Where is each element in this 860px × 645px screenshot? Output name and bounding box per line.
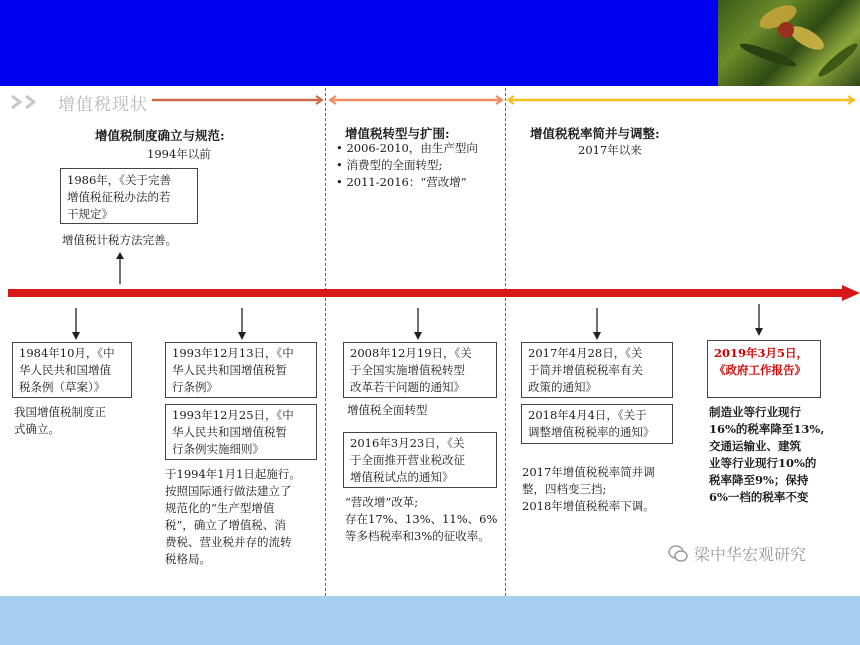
box-line: 政策的通知》 xyxy=(528,380,597,394)
phase2-range-arrow xyxy=(328,95,504,105)
box-2019 xyxy=(707,340,821,398)
phase2-bullet: • 2011-2016：“营改增” xyxy=(336,174,478,191)
box-line: 1986年，《关于完善 xyxy=(67,173,172,187)
note-line: 2017年增值税税率简并调 xyxy=(522,465,655,479)
phase1-range-arrow xyxy=(150,95,324,105)
note-line: 费税、营业税并存的流转 xyxy=(165,535,292,549)
note-2019 xyxy=(709,404,824,506)
note-2016 xyxy=(345,494,497,545)
note-line: 规范化的“生产型增值 xyxy=(165,501,275,515)
note-line: 按照国际通行做法建立了 xyxy=(165,484,292,498)
note-line: 税率降至9%；保持 xyxy=(709,473,809,487)
divider-2 xyxy=(505,88,506,596)
watermark xyxy=(668,542,806,565)
box-line: 1984年10月，《中 xyxy=(19,346,115,360)
down-arrow-icon xyxy=(753,304,765,336)
phase3-title: 增值税税率简并与调整: xyxy=(530,126,660,141)
box-line: 1993年12月25日，《中 xyxy=(172,408,294,422)
box-1986 xyxy=(60,168,198,224)
note-line: 制造业等行业现行 xyxy=(709,405,801,419)
box-1993-12-25 xyxy=(165,404,317,460)
box-line: 华人民共和国增值 xyxy=(19,363,111,377)
box-2017 xyxy=(521,342,673,398)
note-2017-2018 xyxy=(522,464,655,515)
box-line: 2018年4月4日，《关于 xyxy=(528,408,647,422)
note-line: 整，四档变三挡; xyxy=(522,482,607,496)
phase2-title: 增值税转型与扩围: xyxy=(345,126,450,141)
footer-bar xyxy=(0,596,860,645)
box-line: 于全国实施增值税转型 xyxy=(350,363,465,377)
note-2008: 增值税全面转型 xyxy=(347,403,428,417)
box-line: 行条例》 xyxy=(172,380,218,394)
note-line: 我国增值税制度正 xyxy=(14,405,106,419)
box-line: 税条例（草案）》 xyxy=(19,380,106,394)
down-arrow-icon xyxy=(236,308,248,340)
box-1984 xyxy=(12,342,132,398)
phase2-bullets xyxy=(336,140,478,191)
note-line: 税”，确立了增值税、消 xyxy=(165,518,286,532)
box-line: 于全面推开营业税改征 xyxy=(350,453,465,467)
flower-image xyxy=(718,0,860,86)
box-line: 于简并增值税税率有关 xyxy=(528,363,643,377)
box-2008 xyxy=(343,342,497,398)
down-arrow-icon xyxy=(591,308,603,340)
box-line: 2016年3月23日，《关 xyxy=(350,436,465,450)
box-line: 华人民共和国增值税暂 xyxy=(172,363,287,377)
note-line: 等多档税率和3%的征收率。 xyxy=(345,529,490,543)
note-line: “营改增”改革; xyxy=(345,495,419,509)
note-line: 税格局。 xyxy=(165,552,211,566)
note-line: 16%的税率降至13%, xyxy=(709,422,825,436)
note-line: 交通运输业、建筑 xyxy=(709,439,801,453)
timeline-arrow xyxy=(8,285,860,301)
box-line: 2019年3月5日， xyxy=(714,346,809,360)
box-line: 行条例实施细则》 xyxy=(172,442,264,456)
note-line: 2018年增值税税率下调。 xyxy=(522,499,655,513)
section-title: 增值税现状 xyxy=(58,94,148,115)
up-arrow-icon xyxy=(114,252,126,284)
note-line: 存在17%、13%、11%、6% xyxy=(345,512,498,526)
box-line: 增值税征税办法的若 xyxy=(67,190,171,204)
down-arrow-icon xyxy=(70,308,82,340)
note-line: 6%一档的税率不变 xyxy=(709,490,809,504)
header-bar xyxy=(0,0,718,86)
box-line: 干规定》 xyxy=(67,207,113,221)
divider-1 xyxy=(325,88,326,596)
box-line: 华人民共和国增值税暂 xyxy=(172,425,287,439)
section-title-wrap xyxy=(10,93,148,115)
down-arrow-icon xyxy=(412,308,424,340)
watermark-text: 梁中华宏观研究 xyxy=(694,545,807,564)
note-line: 式确立。 xyxy=(14,422,60,436)
box-2016 xyxy=(343,432,497,488)
note-1984 xyxy=(14,404,106,438)
box-line: 调整增值税税率的通知》 xyxy=(528,425,655,439)
phase1-subtitle: 1994年以前 xyxy=(147,147,211,161)
phase2-bullet: • 消费型的全面转型; xyxy=(336,157,478,174)
box-line: 增值税试点的通知》 xyxy=(350,470,454,484)
note-line: 业等行业现行10%的 xyxy=(709,456,817,470)
box-line: 1993年12月13日，《中 xyxy=(172,346,294,360)
note-1994 xyxy=(165,466,301,568)
note-1986: 增值税计税方法完善。 xyxy=(62,233,177,247)
note-line: 于1994年1月1日起施行。 xyxy=(165,467,301,481)
box-2018 xyxy=(521,404,673,444)
box-line: 2017年4月28日，《关 xyxy=(528,346,643,360)
box-line: 《政府工作报告》 xyxy=(714,363,806,377)
phase3-range-arrow xyxy=(506,95,856,105)
wechat-icon xyxy=(668,545,688,563)
phase2-bullet: • 2006-2010，由生产型向 xyxy=(336,140,478,157)
box-1993-12-13 xyxy=(165,342,317,398)
box-line: 2008年12月19日，《关 xyxy=(350,346,472,360)
phase3-subtitle: 2017年以来 xyxy=(578,143,642,157)
box-line: 改革若干问题的通知》 xyxy=(350,380,465,394)
phase1-title: 增值税制度确立与规范: xyxy=(95,128,225,143)
